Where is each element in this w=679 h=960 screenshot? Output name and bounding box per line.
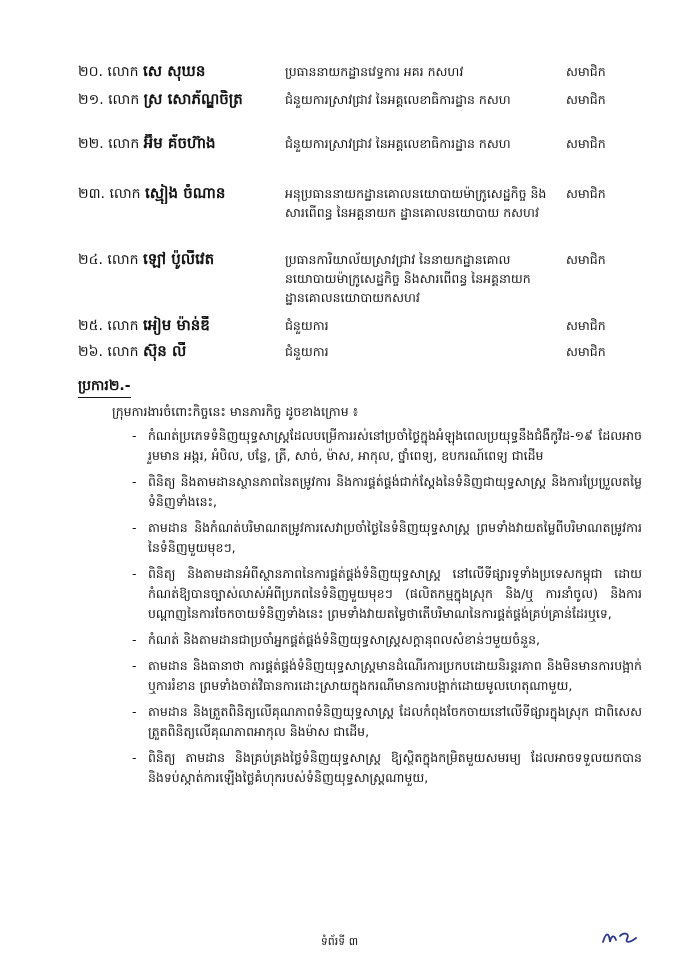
member-status: សមាជិក (566, 252, 606, 267)
member-status: សមាជិក (566, 64, 606, 79)
list-item (132, 426, 642, 466)
member-title: លោក (108, 92, 140, 108)
member-title: លោក (107, 344, 139, 360)
member-title: លោក (107, 252, 139, 268)
member-name: អ៊ឹម គ័ចហ៊ាង (143, 134, 216, 152)
bullet-dash: - (132, 704, 137, 719)
member-role: អនុប្រធាននាយកដ្ឋានគោលនយោបាយម៉ាក្រូសេដ្ឋកិច្ច និងសារពើពន្ធ នៃអគ្គនាយក ដ្ឋានគោលនយោបាយ កសហវ (285, 186, 547, 220)
member-status: សមាជិក (566, 186, 606, 201)
bullet-dash: - (132, 566, 137, 581)
list-item (132, 748, 642, 788)
member-title: លោក (107, 318, 139, 334)
member-name: ស្មៀង ចំណាន (145, 184, 226, 202)
list-item (132, 564, 642, 624)
duty-text: ពិនិត្យ និងតាមដានស្ថានភាពនៃតម្រូវការ និងការផ្គត់ផ្គង់ជាក់ស្តែងនៃទំនិញជាយុទ្ធសាស្ត្រ និងការប្រែប្រួលតម្លៃទំនិញទាំងនេះ, (148, 474, 642, 509)
member-name: ស្រ សោភ័ណ្ឌចិត្រ (143, 90, 243, 108)
member-title: លោក (109, 186, 141, 202)
duty-text: ពិនិត្យ និងតាមដានអំពីស្ថានភាពនៃការផ្គត់ផ្គង់ទំនិញយុទ្ធសាស្ត្រ នៅលើទីផ្សារទូទាំងប្រទេសកម្ពុជា ដោយកំណត់ឱ្យបានច្បាស់លាស់អំពីប្រភពនៃទំនិញមួយមុខៗ (ផលិតកម្មក្នុងស្រុក និង/ឬ ការនាំចូល) និងការបណ្តាញនៃការចែកចាយទំនិញទាំងនេះ ព្រមទាំងវាយតម្លៃថាតើបរិមាណនៃការផ្គត់ផ្គង់គ្រប់គ្រាន់ដែរឬទេ, (148, 566, 642, 621)
member-role: ប្រធានការិយាល័យស្រាវជ្រាវ នៃនាយកដ្ឋានគោលនយោបាយម៉ាក្រូសេដ្ឋកិច្ច និងសារពើពន្ធ នៃអគ្គនាយកដ្ឋានគោលនយោបាយកសហវ (285, 252, 531, 305)
member-number: ២០. (78, 64, 103, 80)
bullet-dash: - (132, 428, 137, 443)
member-role: ប្រធាននាយកដ្ឋានវេទ្ធការ អគរ កសហវ (285, 64, 464, 79)
bullet-dash: - (132, 658, 137, 673)
duty-text: ពិនិត្យ តាមដាន និងគ្រប់គ្រងថ្លៃទំនិញយុទ្ធសាស្ត្រ ឱ្យស្ថិតក្នុងកម្រិតមួយសមរម្យ ដែលអាចទទួលយកបាន និងទប់ស្កាត់ការឡើងថ្លៃគំហុករបស់ទំនិញយុទ្ធសាស្ត្រណាមួយ, (148, 750, 642, 785)
member-name: អៀម ម៉ាន់ឌី (142, 316, 210, 334)
list-item (132, 656, 642, 696)
member-name: ឡៅ ប៉ូលីវេត (142, 250, 215, 268)
list-item (132, 702, 642, 742)
member-role: ជំនួយការ (285, 318, 329, 333)
member-row (78, 134, 638, 184)
member-number: ២១. (78, 92, 104, 108)
member-name: ស៊ុន លី (142, 342, 187, 360)
page-number: ទំព័រទី ៣ (320, 935, 359, 948)
member-row (78, 90, 638, 134)
member-status: សមាជិក (566, 318, 606, 333)
duty-list (132, 426, 642, 794)
list-item (132, 630, 642, 650)
member-status: សមាជិក (566, 136, 606, 151)
bullet-dash: - (132, 632, 137, 647)
member-number: ២៥. (78, 318, 103, 334)
member-row (78, 184, 638, 250)
member-role: ជំនួយការស្រាវជ្រាវ នៃអគ្គលេខាធិការដ្ឋាន កសហ (285, 136, 511, 151)
duty-text: តាមដាន និងកំណត់បរិមាណតម្រូវការសេវាប្រចាំថ្ងៃនៃទំនិញយុទ្ធសាស្ត្រ ព្រមទាំងវាយតម្លៃពីបរិមាណតម្រូវការនៃទំនិញមួយមុខៗ, (148, 520, 642, 555)
bullet-dash: - (132, 750, 137, 765)
member-number: ២៣. (78, 186, 106, 202)
member-name: សេ សុឃន (142, 62, 206, 80)
article-heading: ប្រការ២.- (78, 376, 131, 398)
bullet-dash: - (132, 474, 137, 489)
member-status: សមាជិក (566, 344, 606, 359)
member-status: សមាជិក (566, 92, 606, 107)
member-row (78, 342, 638, 368)
member-title: លោក (108, 136, 140, 152)
member-role: ជំនួយការស្រាវជ្រាវ នៃអគ្គលេខាធិការដ្ឋាន កសហ (285, 92, 511, 107)
bullet-dash: - (132, 520, 137, 535)
member-row (78, 316, 638, 342)
handwritten-initials (600, 926, 640, 948)
member-role: ជំនួយការ (285, 344, 329, 359)
duty-text: កំណត់ និងតាមដានជាប្រចាំអ្នកផ្គត់ផ្គង់ទំនិញយុទ្ធសាស្ត្រសក្តានុពលសំខាន់ៗមួយចំនួន, (148, 632, 540, 647)
list-item (132, 472, 642, 512)
member-list (78, 62, 638, 368)
duty-text: តាមដាន និងធានាថា ការផ្គត់ផ្គង់ទំនិញយុទ្ធសាស្ត្រមានដំណើរការប្រកបដោយនិរន្តរភាព និងមិនមានការបង្អាក់ ឬការរំខាន ព្រមទាំងចាត់វិធានការដោះស្រាយក្នុងករណីមានការបង្អាក់ដោយមូលហេតុណាមួយ, (148, 658, 642, 693)
member-title: លោក (107, 64, 139, 80)
list-item (132, 518, 642, 558)
member-row (78, 62, 638, 90)
intro-paragraph: ក្រុមការងារចំពោះកិច្ចនេះ មានភារកិច្ច ដូចខាងក្រោម ៖ (112, 404, 359, 419)
member-number: ២៤. (78, 252, 103, 268)
duty-text: តាមដាន និងត្រួតពិនិត្យលើគុណភាពទំនិញយុទ្ធសាស្ត្រ ដែលកំពុងចែកចាយនៅលើទីផ្សារក្នុងស្រុក ជាពិសេសត្រួតពិនិត្យលើគុណភាពអាកុល និងម៉ាស ជាដើម, (148, 704, 642, 739)
duty-text: កំណត់ប្រភេទទំនិញយុទ្ធសាស្ត្រដែលបម្រើការរស់នៅប្រចាំថ្ងៃក្នុងអំឡុងពេលប្រយុទ្ធនឹងជំងឺកូវីដ-១៩ ដែលអាចរួមមាន អង្ករ, អំបិល, បន្លែ, ត្រី, សាច់, ម៉ាស, អាកុល, ថ្នាំពេទ្យ, ឧបករណ៍ពេទ្យ ជាដើម (148, 428, 642, 463)
member-row (78, 250, 638, 316)
member-number: ២២. (78, 136, 104, 152)
member-number: ២៦. (78, 344, 103, 360)
